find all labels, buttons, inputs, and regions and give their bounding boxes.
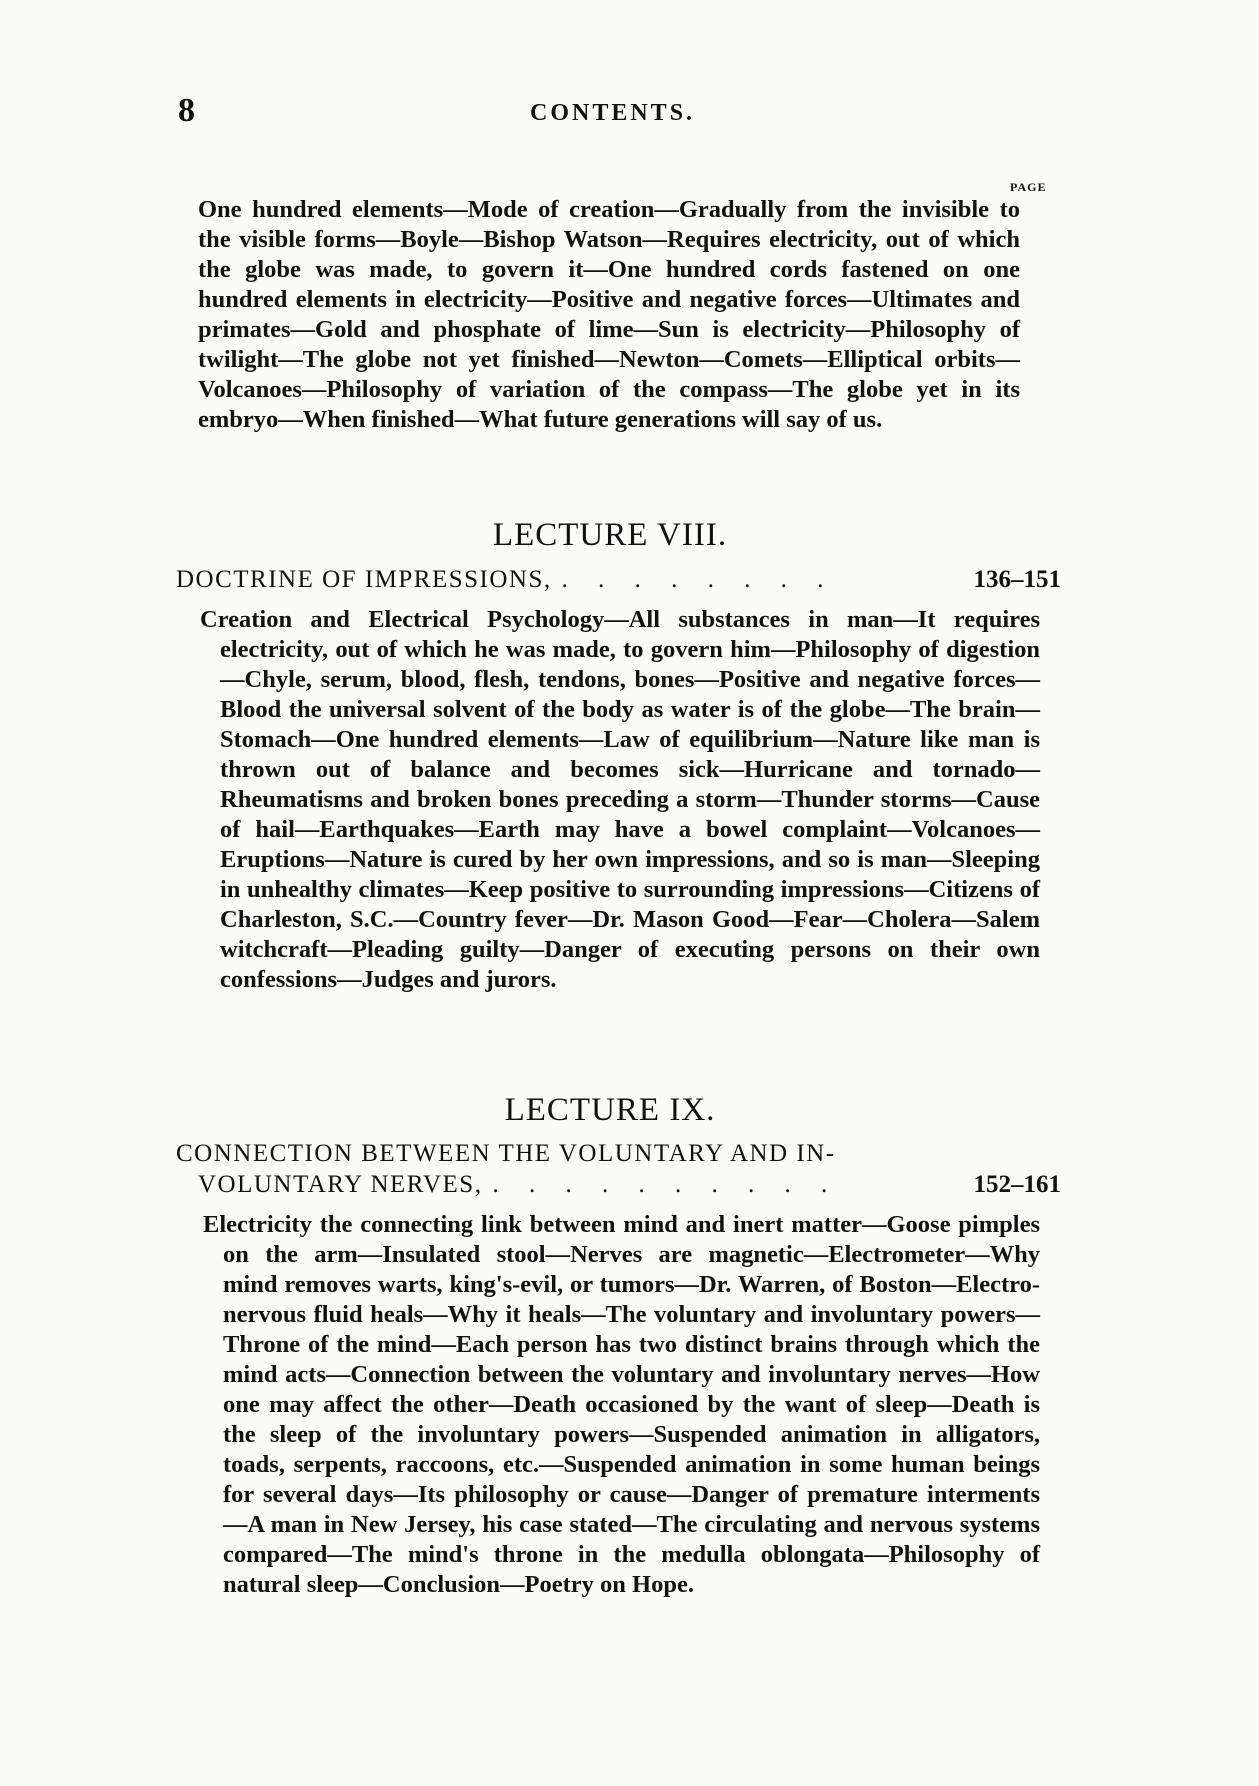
lecture-8-title: DOCTRINE OF IMPRESSIONS, (176, 566, 552, 593)
lecture-9-pages: 152–161 (973, 1171, 1061, 1198)
lecture-8-pages: 136–151 (973, 566, 1061, 593)
page-column-label: PAGE (1010, 180, 1047, 194)
dot-leader: . . . . . . . . . . (492, 1171, 840, 1198)
lecture-8-synopsis: Creation and Electrical Psychology—All substances in man—It requires electricity, out of which he was made, to govern him—Philosophy of digestion—Chyle, serum, blood, flesh, tendons, bones—Positive and negative forces—Blood the universal solvent of the body as water is of the globe—The brain—Stomach—One hundred elements—Law of equilibrium—Nature like man is thrown out of balance and becomes sick—Hurricane and tornado—Rheumatisms and broken bones preceding a storm—Thunder storms—Cause of hail—Earthquakes—Earth may have a bowel complaint—Volcanoes—Eruptions—Nature is cured by her own impressions, and so is man—Sleeping in unhealthy climates—Keep positive to surrounding impressions—Citizens of Charleston, S.C.—Country fever—Dr. Mason Good—Fear—Cholera—Salem witchcraft—Pleading guilty—Danger of executing persons on their own confessions—Judges and jurors. (200, 606, 1040, 993)
lecture-9-heading: LECTURE IX. (504, 1092, 716, 1128)
lecture-9-synopsis: Electricity the connecting link between mind and inert matter—Goose pimples on the arm—Insulated stool—Nerves are magnetic—Electrometer—Why mind removes warts, king's-evil, or tumors—Dr. Warren, of Boston—Electro-nervous fluid heals—Why it heals—The voluntary and involuntary powers—Throne of the mind—Each person has two distinct brains through which the mind acts—Connection between the voluntary and involuntary nerves—How one may affect the other—Death occasioned by the want of sleep—Death is the sleep of the involuntary powers—Suspended animation in alligators, toads, serpents, raccoons, etc.—Suspended animation in some human beings for several days—Its philosophy or cause—Danger of premature interments—A man in New Jersey, his case stated—The circulating and nervous systems compared—The mind's throne in the medulla oblongata—Philosophy of natural sleep—Conclusion—Poetry on Hope. (203, 1211, 1040, 1598)
lecture-9-title-line-2: VOLUNTARY NERVES, (198, 1171, 483, 1198)
lecture-7-synopsis: One hundred elements—Mode of creation—Gradually from the invisible to the visible forms—Boyle—Bishop Watson—Requires electricity, out of which the globe was made, to govern it—One hundred cords fastened on one hundred elements in electricity—Positive and negative forces—Ultimates and primates—Gold and phosphate of lime—Sun is electricity—Philosophy of twilight—The globe not yet finished—Newton—Comets—Elliptical orbits—Volcanoes—Philosophy of variation of the compass—The globe yet in its embryo—When finished—What future generations will say of us. (198, 196, 1020, 433)
lecture-9-contents-entry (176, 1138, 1061, 1200)
lecture-9-title-line-1: CONNECTION BETWEEN THE VOLUNTARY AND IN- (176, 1140, 836, 1167)
running-title: CONTENTS. (530, 100, 696, 126)
dot-leader: . . . . . . . . (561, 566, 836, 593)
lecture-8-heading: LECTURE VIII. (492, 517, 728, 553)
lecture-8-contents-entry (176, 566, 1061, 594)
page-number: 8 (178, 92, 195, 129)
